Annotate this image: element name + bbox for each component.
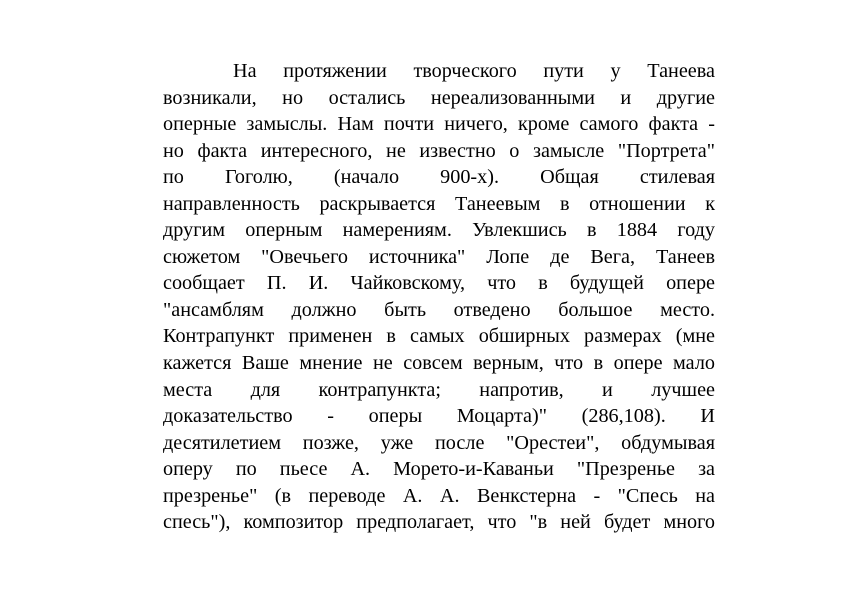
text-line: сообщает П. И. Чайковскому, что в будущей опере — [163, 272, 715, 295]
text-line: сюжетом "Овечьего источника" Лопе де Вега, Танеев — [163, 245, 715, 268]
text-line: по Гоголю, (начало 900-х). Общая стилевая — [163, 166, 715, 189]
text-line: другим оперным намерениям. Увлекшись в 1884 году — [163, 219, 715, 242]
text-line: кажется Ваше мнение не совсем верным, что в опере мало — [163, 352, 715, 375]
text-line: но факта интересного, не известно о замысле "Портрета" — [163, 139, 715, 162]
text-line: доказательство - оперы Моцарта)" (286,108). И — [163, 405, 715, 428]
text-line: места для контрапункта; напротив, и лучшее — [163, 378, 715, 401]
text-line: спесь"), композитор предполагает, что "в ней будет много — [163, 511, 715, 534]
text-line: На протяжении творческого пути у Танеева — [233, 60, 715, 82]
text-line: Контрапункт применен в самых обширных размерах (мне — [163, 325, 715, 348]
body-paragraph — [163, 58, 715, 536]
text-line: возникали, но остались нереализованными и другие — [163, 86, 715, 109]
text-line: оперные замыслы. Нам почти ничего, кроме самого факта - — [163, 113, 715, 136]
text-line: "ансамблям должно быть отведено большое место. — [163, 298, 715, 321]
text-line: десятилетием позже, уже после "Орестеи", обдумывая — [163, 431, 715, 454]
text-line: оперу по пьесе А. Морето-и-Каваньи "Презренье за — [163, 458, 715, 481]
text-line: презренье" (в переводе А. А. Венкстерна - "Спесь на — [163, 484, 715, 507]
text-line: направленность раскрывается Танеевым в отношении к — [163, 192, 715, 215]
